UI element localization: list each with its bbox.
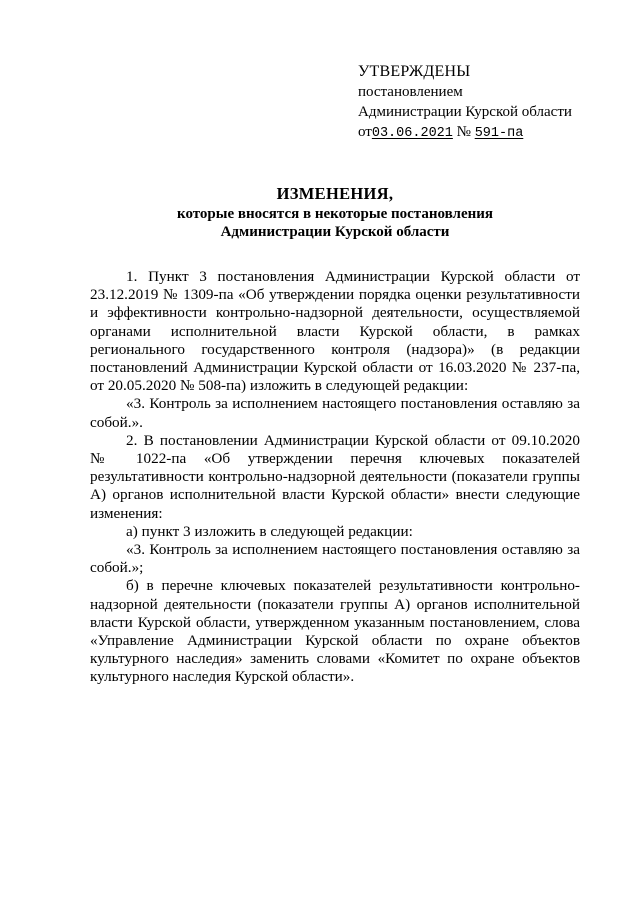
- paragraph-item-1: 1. Пункт 3 постановления Администрации Курской области от 23.12.2019 № 1309-па «Об утверждении порядка оценки результативности и эффективности контрольно-надзорной деятельности, осуществляемой органами исполнительной власти Курской области, в рамках регионального государственного контроля (надзора)» (в редакции постановлений Администрации Курской области от 16.03.2020 № 237-па, от 20.05.2020 № 508-па) изложить в следующей редакции:: [90, 268, 580, 395]
- paragraph-item-2a-text: «3. Контроль за исполнением настоящего постановления оставляю за собой.»;: [90, 541, 580, 577]
- heading-subtitle-1: которые вносятся в некоторые постановления: [177, 206, 493, 222]
- paragraph-item-2a: а) пункт 3 изложить в следующей редакции:: [126, 522, 413, 540]
- document-body: [90, 268, 580, 687]
- paragraph-item-1-text: «3. Контроль за исполнением настоящего постановления оставляю за собой.».: [90, 395, 580, 431]
- heading-title: ИЗМЕНЕНИЯ,: [276, 184, 394, 203]
- approval-date-row: [358, 122, 572, 144]
- approval-line-authority: Администрации Курской области: [358, 104, 572, 120]
- approval-date: 03.06.2021: [371, 126, 453, 141]
- paragraph-item-2: 2. В постановлении Администрации Курской области от 09.10.2020 № 1022-па «Об утверждении перечня ключевых показателей результативности контрольно-надзорной деятельности (показатели группы А) органов исполнительной власти Курской области» внести следующие изменения:: [90, 431, 580, 522]
- approval-title: УТВЕРЖДЕНЫ: [358, 63, 471, 80]
- approval-line-resolution: постановлением: [358, 84, 463, 100]
- paragraph-item-2b: б) в перечне ключевых показателей результативности контрольно-надзорной деятельности (показатели группы А) органов исполнительной власти Курской области, утвержденном указанным постановлением, слова «Управление Администрации Курской области по охране объектов культурного наследия» заменить словами «Комитет по охране объектов культурного наследия Курской области».: [90, 577, 580, 686]
- approval-number: 591-па: [474, 126, 524, 141]
- approval-block: [358, 62, 572, 144]
- date-prefix: от: [358, 124, 372, 140]
- number-prefix: №: [456, 124, 471, 140]
- heading-subtitle-2: Администрации Курской области: [220, 224, 450, 240]
- document-heading: [90, 183, 580, 241]
